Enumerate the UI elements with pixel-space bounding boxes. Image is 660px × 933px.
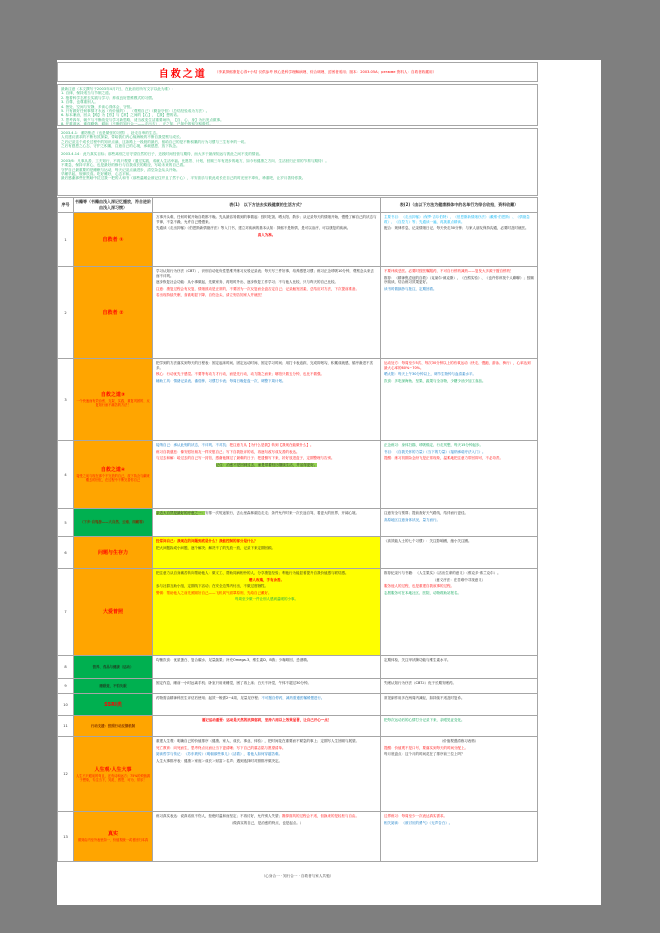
- paragraph: [156, 463, 377, 468]
- table2-cell[interactable]: [381, 267, 538, 359]
- note-line: 2. 抱着科学态度去实践与学习；养成良好思维模式的习惯。: [61, 95, 156, 100]
- page-subtitle: （李某抑郁康复心得+小结 仅供参考 核心是科学理解病理、综合调理、贫困者适用；版本：2003.05A；резюме 资料人：自救者收藏用）: [214, 69, 437, 74]
- note-line: 3. 自尊，也尊重别人。: [61, 100, 98, 105]
- table2-cell[interactable]: [381, 359, 538, 441]
- header-table1[interactable]: 表(1) 以下方法去实践健康的生活方式？: [153, 198, 381, 213]
- table2-cell[interactable]: [381, 679, 538, 694]
- text-segment: 核心：行动优先于感觉。不要等有动力才行动，而是先行动，动力随之而来；哪怕只做五分钟，也比不做强。: [156, 372, 324, 377]
- text-segment: 阅读哲学与传记：《苏东坡传》《明朝那些事儿》《活着》，看他人如何穿越苦难。: [156, 752, 282, 757]
- paragraph: [156, 814, 377, 819]
- header-books[interactable]: 书籍等（书籍由浅入深记忆播放，符合进阶由浅入深习惯）: [74, 198, 153, 213]
- text-segment: 学习认知行为疗法（CBT），识别自动化负性思维并练习反驳记录表；每天写三件好事，培养感恩习惯；练习正念呼吸10分钟，观察念头来去而不评判。: [156, 269, 374, 278]
- note-line: 之后记录这个成长过程中的知识点滴，这条路上一段段的最后，留给自己的是不断积累的行为习惯与三生有幸的一切。: [61, 139, 248, 144]
- paragraph: [384, 276, 534, 285]
- row-number-cell[interactable]: 1: [58, 213, 74, 267]
- table-row: [58, 267, 538, 359]
- table1-cell[interactable]: [153, 359, 381, 441]
- table2-cell[interactable]: [381, 213, 538, 267]
- table1-cell[interactable]: [153, 267, 381, 359]
- text-segment: 书目：《自我关怀的力量》《当下的力量》《接纳承诺疗法入门》。: [384, 449, 486, 454]
- table-row: [58, 656, 538, 679]
- paragraph: [384, 752, 534, 757]
- row-number-cell[interactable]: 3: [58, 359, 74, 441]
- row-number-cell[interactable]: 6: [58, 537, 74, 569]
- paragraph: [156, 752, 377, 757]
- note-line: 早睡早起，规律饮食。吃好睡好，心态平和。: [61, 172, 133, 176]
- text-segment: 把注意力从【为什么是我】转到【我现在能做什么】。: [229, 443, 314, 447]
- row-number-cell[interactable]: 8: [58, 656, 74, 679]
- text-segment: （做真实的自己，是治愈的终点，也是起点。）: [229, 820, 304, 825]
- table1-cell[interactable]: [153, 537, 381, 569]
- paragraph: [156, 696, 377, 701]
- row-label-cell[interactable]: [74, 716, 153, 737]
- paragraph: [156, 456, 377, 461]
- row-label-cell[interactable]: [74, 537, 153, 569]
- row-label-cell[interactable]: [74, 679, 153, 694]
- table2-cell[interactable]: [381, 569, 538, 656]
- table1-cell[interactable]: [153, 694, 381, 716]
- text-segment: 志愿服务可在本地社区、医院、动物救助站报名。: [384, 590, 461, 595]
- row-label-title: 问题与生存力: [97, 549, 128, 556]
- note-line: 5. 只有做好任何事情才永远（有价值的）、（观察自己）（勤奋守恒）（总结经验成为方法）。: [61, 108, 210, 113]
- text-segment: 不可擅自停药，减药需遵医嘱缓慢进行。: [261, 696, 325, 700]
- paragraph: [156, 681, 377, 686]
- paragraph: [384, 287, 534, 292]
- row-label-subtitle: 做到由内至外表里如一、价值观统一或者回归本真: [77, 838, 149, 842]
- text-segment: 相关阅读：《被讨厌的勇气》《无声告白》。: [384, 820, 453, 825]
- text-segment: 运动处方：每周至少5次、每次30分钟以上的有氧运动（快走、慢跑、游泳、骑行），心率达到最大心率的60%~70%。: [384, 361, 531, 370]
- text-segment: 注意：康复过程会有反复，情绪波动是正常的，不要因为一次反复而全盘否定自己；记录触发因素，总结应对方法，下次提前准备。: [156, 286, 359, 291]
- paragraph: [156, 546, 377, 551]
- text-segment: 经常问自己：我现在的问题到底是什么？我能控制的部分是什么？: [156, 539, 258, 543]
- paragraph: [384, 518, 534, 523]
- text-segment: 注意安全与预算；提前查好天气路线，结伴而行更佳。: [384, 511, 468, 515]
- text-segment: 辅助工具：情绪记录表、番茄钟、习惯打卡表；每周日晚复盘一次，调整下周计划。: [156, 378, 286, 383]
- paragraph: [156, 372, 377, 377]
- note-line: 1. 自律，保持适当与节制之道。: [61, 91, 113, 96]
- row-label-cell[interactable]: [74, 694, 153, 716]
- paragraph: [156, 578, 377, 583]
- paragraph: [156, 539, 377, 544]
- note-line: 2003/6：凡事从善、工夫知行，不再只观望（通过实践，成就人生活幸福。比愿景、计划，回顾三年有进步的地方，如今有健康之方向、生活回归正常的节奏与期待）。: [61, 158, 329, 163]
- main-table: [57, 197, 538, 862]
- table-row: [58, 441, 538, 509]
- row-number-cell[interactable]: 5: [58, 509, 74, 537]
- spreadsheet-page: [57, 60, 601, 905]
- row-label-title: 睡眠觉，不怕失眠: [99, 683, 127, 688]
- paragraph: [384, 681, 534, 686]
- text-segment: 读书时做摘抄与批注，定期回看。: [384, 286, 437, 291]
- paragraph: [156, 739, 377, 744]
- note-line: 6. 标本兼治，回头【路】为【你】与【常】之间的【心】，【我】想的话。: [61, 113, 181, 118]
- row-number-cell[interactable]: 2: [58, 267, 74, 359]
- text-segment: 药物需由精神科医生评估后使用；起效一般需2~4周，足量足疗程；: [156, 696, 262, 700]
- table2-cell[interactable]: [381, 656, 538, 679]
- paragraph: [384, 584, 534, 589]
- text-segment: 把大问题拆成小问题，逐个解决；解决不了的先放一放，记录下来定期回顾。: [156, 545, 275, 550]
- text-segment: 若出现持续失眠、食欲明显下降、自伤念头，请立刻告知家人并就医！: [156, 293, 265, 298]
- row-number-cell[interactable]: 9: [58, 679, 74, 694]
- text-segment: 每周至少做一件让别人感到温暖的小事。: [235, 597, 298, 602]
- row-label-title: 行动支援：按照行动反馈机制: [90, 723, 136, 728]
- note-line: 守护自己最重要的是睡眠与运动，每天记录点滴进步，清空杂念从头开始。: [61, 167, 180, 172]
- paragraph: [384, 739, 534, 744]
- table2-cell[interactable]: [381, 716, 538, 737]
- row-number-cell[interactable]: 10: [58, 694, 74, 716]
- paragraph: [156, 821, 377, 826]
- row-label-subtitle: 人生不只眼前的苟且，还有诗和远方；75%的烦恼源于想象，专注当下，知足、感恩、可为、常乐！: [75, 773, 151, 782]
- paragraph: [384, 379, 534, 384]
- row-label-title: 营养、食品与健康（运动）: [92, 664, 134, 669]
- text-segment: 服务他人的过程，也是重建自我叙事的过程。: [384, 584, 454, 589]
- text-segment: 重建人生观：明确自己的价值排序（健康、家人、成长、事业、体验），把时间花在重要而不紧急的事上；定期写人生回顾与展望。: [156, 739, 359, 743]
- paragraph: [156, 287, 377, 292]
- table2-cell[interactable]: [381, 737, 538, 812]
- text-segment: 常见副作用多在两周内减轻，如持续不适及时复诊。: [384, 696, 465, 700]
- table-row: [58, 569, 538, 656]
- paragraph: [384, 578, 534, 583]
- text-segment: 死亡教育：向死而生，思考终点反而让当下更清晰；写下自己的墓志铭与愿望清单。: [156, 745, 286, 750]
- text-segment: 定期体检，关注甲状腺功能与维生素水平。: [384, 658, 451, 662]
- row-label-cell[interactable]: [74, 213, 153, 267]
- row-label-title: 自救之道③: [100, 392, 126, 398]
- text-segment: 提醒：价值观不是口号，要落实到每天的时间分配上。: [384, 745, 468, 750]
- text-segment: 参与社群互助小组，定期线下活动；在安全边界内付出，不做过度牺牲。: [156, 584, 268, 589]
- paragraph: [384, 814, 534, 819]
- paragraph: [156, 379, 377, 384]
- row-label-cell[interactable]: [74, 267, 153, 359]
- text-segment: 警惕：帮助他人之前先照顾好自己——飞机氧气面罩原则，先给自己戴好。: [156, 590, 272, 595]
- text-segment: 推荐：《精神焦虑症的自救》（克莱尔·威克斯）、《白熊实验》、《也许你该找个人聊聊》；按顺序阅读，结合练习效果更好。: [384, 275, 534, 285]
- paragraph: [156, 443, 377, 448]
- paragraph: [384, 718, 534, 723]
- paragraph: [156, 233, 377, 238]
- text-segment: 人生大事排序表：健康＞家庭＞成长＞财富＞名声；遇到选择时对照排序做决定。: [156, 758, 282, 763]
- table2-cell[interactable]: [381, 812, 538, 862]
- row-label-subtitle: 接受之前与现在那个不完美的自己，放下执念与翻来覆去的回忆，在过程中不断完善你自己: [76, 474, 150, 482]
- paragraph: [384, 539, 534, 544]
- note-line: 人们建议需求的不断有效探索，带给我们内心镜海般的不断自我觉察与成长。: [61, 135, 184, 140]
- row-label-title: 大爱普照: [102, 609, 123, 615]
- note-line: 不要急，保持平常心，也是最好的修行与自我成长的路径，写给未来的自己看。: [61, 163, 187, 168]
- table-row: [58, 812, 538, 862]
- text-segment: 记住：治愈不是回到过去，而是带着经历继续生活，并活得更好。: [215, 462, 318, 467]
- table1-cell[interactable]: [153, 737, 381, 812]
- paragraph: [384, 456, 534, 461]
- paragraph: [384, 215, 534, 224]
- row-label-cell[interactable]: [74, 812, 153, 862]
- row-label-title: 自救者 ①: [102, 236, 124, 243]
- paragraph: [384, 450, 534, 455]
- text-segment: 均衡饮食：优质蛋白、复合碳水、足量蔬果；补充Omega-3、维生素D、B族；少咖啡因、忌酒精。: [156, 658, 311, 662]
- text-segment: 撕掉面具的过程会不适，但换来的是轻松与自由。: [282, 814, 359, 818]
- row-label-title: 真实: [107, 831, 118, 837]
- paragraph: [156, 280, 377, 285]
- paragraph: [156, 293, 377, 298]
- text-segment: 配合：规律作息、记录情绪日记、每天快走30分钟；与家人朋友保持沟通，必要时及时就医。: [384, 226, 529, 231]
- table-row: [58, 737, 538, 812]
- table-row: [58, 716, 538, 737]
- table1-cell[interactable]: [153, 656, 381, 679]
- table2-cell[interactable]: [381, 509, 538, 537]
- text-segment: 先通读《走出抑郁》《伯恩斯新情绪疗法》等入门书，建立对疾病的基本认知：抑郁不是矫情，是可以治疗、可以康复的疾病。: [156, 226, 351, 231]
- row-label-title: 自救之道④: [100, 467, 126, 473]
- row-number-cell[interactable]: 4: [58, 441, 74, 509]
- header-table2[interactable]: 表(2)（由以下方法为健康群体中的名单行为综合收拾，资料收藏）: [381, 198, 538, 213]
- note-line: 4. 独处、空间与安静，多读心得体会，守恒。: [61, 104, 134, 109]
- text-segment: 把注意力从自身痛苦转向帮助他人：做义工、帮助同病相怜的人、分享康复经验；利他行为能显著提升自我价值感与联结感。: [156, 571, 349, 575]
- paragraph: [384, 361, 534, 370]
- table-row: [58, 213, 538, 267]
- text-segment: 把学到的方法落实到每天的日程表：固定起床时间、固定运动时间、固定学习时间；用打卡表追踪，完成即划勾，积累成就感，循序渐进不贪多。: [156, 361, 373, 370]
- table1-cell[interactable]: [153, 213, 381, 267]
- paragraph: [156, 759, 377, 764]
- paragraph: [156, 511, 377, 516]
- paragraph: [156, 269, 377, 278]
- paragraph: [384, 696, 534, 701]
- table2-cell[interactable]: [381, 441, 538, 509]
- row-number-cell[interactable]: 7: [58, 569, 74, 656]
- row-label-cell[interactable]: [74, 509, 153, 537]
- table-body: [58, 213, 538, 862]
- paragraph: [156, 746, 377, 751]
- row-label-subtitle: 一个快速而有效治愈、支架、实践、重复巩固的、反复知行而不痛苦的方法！: [76, 399, 150, 407]
- text-segment: 真人为准。: [257, 232, 276, 237]
- text-segment: 万事开头难，任何时候开始自救都不晚。先从最容易做到的事做起：按时吃饭、晒太阳、散步；从记录每天的情绪开始，慢慢了解自己的状态与节律，不急不躁，允许自己慢慢来。: [156, 215, 377, 224]
- paragraph: [384, 658, 534, 663]
- notes-block-b: [57, 128, 538, 196]
- text-segment: 赠人玫瑰，手有余香。: [249, 577, 284, 582]
- table1-cell[interactable]: [153, 441, 381, 509]
- text-segment: 与过去和解：给过去的自己写一封信，感谢他撑过了最难的日子；把遗憾写下来，折好放进盒子，定期整理与告别。: [156, 456, 335, 461]
- row-label-title: （下乡·自驾游——大自然、云南、西藏等）: [80, 520, 146, 525]
- text-segment: 逐步恢复社会功能：从小事做起，先做家务、再短时外出、逐步恢复工作学习；不与他人比较，只与昨天的自己比较。: [156, 280, 338, 285]
- paragraph: [384, 821, 534, 826]
- text-segment: 提醒：练习初期杂念纷飞是正常现象，温柔地把注意力带回即可，不必苛责。: [384, 456, 503, 461]
- text-segment: 饮食：多吃深海鱼、坚果、蔬果与全谷物，少糖少油少加工食品。: [384, 378, 486, 383]
- paragraph: [384, 372, 534, 377]
- note-line: 7. 思考四年，朝夕与不断改变与学习新思路，适当改变生活重要场所，【自、心、身】为出发点做事。: [61, 117, 224, 122]
- row-number-cell[interactable]: 13: [58, 812, 74, 862]
- paragraph: [156, 658, 377, 663]
- text-segment: 正念练习：身体扫描、呼吸锚定、行走冥想，每天15分钟起步。: [384, 443, 483, 447]
- paragraph: [156, 450, 377, 455]
- paragraph: [156, 591, 377, 596]
- text-segment: 高原地区注意身体状况，量力而行。: [384, 517, 440, 522]
- table-row: [58, 694, 538, 716]
- text-segment: 把每次运动后的心情打分记录下来，亲眼见证变化。: [384, 718, 465, 722]
- text-segment: 晒太阳：每天上午30分钟以上，调节生物钟与血清素水平。: [384, 372, 476, 377]
- row-label-title: 人生观·人生大事: [94, 766, 132, 773]
- table-header-row: [58, 198, 538, 213]
- text-segment: 亲近大自然是最好的疗愈之一：: [156, 511, 205, 515]
- text-segment: 练习真实表达：说真话但不伤人，拒绝时温和而坚定；不再讨好，允许别人失望；: [156, 814, 282, 818]
- paragraph: [156, 361, 377, 370]
- paragraph: [384, 746, 534, 751]
- row-label-cell[interactable]: [74, 359, 153, 441]
- note-line: 8. 任重道远，难得勤勉，耕耘（不断的知行合一——走出去），正之知，已知中的留守积极性。: [61, 122, 213, 126]
- table-row: [58, 679, 538, 694]
- text-segment: 接纳自己：承认此刻的状态，不评判、不对抗；: [156, 443, 230, 447]
- footer-note: （心身合一 · 知行合一 · 自救者与家人共勉）: [261, 874, 334, 878]
- row-label-cell[interactable]: [74, 441, 153, 509]
- row-label-cell[interactable]: [74, 737, 153, 812]
- paragraph: [384, 571, 534, 576]
- table2-cell[interactable]: [381, 694, 538, 716]
- text-segment: 谨记运动重要：运动是天然的抗抑郁药，坚持六周以上效果显著，让自己开心一点！: [201, 718, 332, 722]
- table-row: [58, 509, 538, 537]
- text-segment: 主要书目：《走出抑郁》（保罗·吉尔伯特）、《伯恩斯新情绪疗法》（戴维·伯恩斯）、《情绪急救》、《自控力》等；先通读一遍，再挑重点精读。: [384, 215, 530, 224]
- notes-block-a: [57, 84, 538, 126]
- paragraph: [156, 718, 377, 723]
- table1-cell[interactable]: [153, 679, 381, 694]
- note-line: 最新注意（本文撰写于2003年4月7日，在此前后所写文字以此为准）：: [61, 87, 176, 91]
- note-line: 2003.4.14：此乃真实目标；那些离别之后守望自然的日子，近段时间经营与期待，而大多于最深知远与彼此之间不变的情谊。: [61, 151, 263, 156]
- page-title: 自救之道: [158, 68, 207, 80]
- table1-cell[interactable]: [153, 812, 381, 862]
- text-segment: 《高效能人士的七个习惯》：关注影响圈，缩小关注圈。: [384, 539, 472, 543]
- table2-cell[interactable]: [381, 537, 538, 569]
- table-row: [58, 537, 538, 569]
- row-number-cell[interactable]: 11: [58, 716, 74, 737]
- text-segment: 不要讳疾忌医。必要时按医嘱服药，不可自行停药减药——复发大多源于擅自停药！: [384, 269, 514, 273]
- table1-cell[interactable]: [153, 509, 381, 537]
- text-segment: 失眠认知行为疗法（CBT-I）优于长期安眠药。: [384, 681, 456, 685]
- note-line: 最后感谢那些在黑暗中拉过我一把的人和书（那些温暖会被记住并且了然于心），平安喜乐与彼此成长在自己的时光里不辜负，珍重吧，让岁月善待你我。: [61, 176, 306, 181]
- note-line: 2003.4.1：谨防焦虑（也是紧张的习惯），赶走自卑的生态。: [61, 131, 160, 135]
- note-line: 之后有感恩之心态，守护之积累，注意自己的心境，承载感恩、放下执念。: [61, 144, 180, 149]
- paragraph: [384, 591, 534, 596]
- table-row: [58, 359, 538, 441]
- paragraph: [156, 215, 377, 224]
- table1-cell[interactable]: [153, 716, 381, 737]
- row-label-cell[interactable]: [74, 569, 153, 656]
- text-segment: 每月底盘点：这个月的时间花在了排序前三位上吗？: [384, 752, 465, 757]
- header-num[interactable]: 序号: [58, 198, 74, 213]
- text-segment: 固定作息，睡前一小时远离手机；卧室只用来睡觉，困了再上床；白天不补觉，午休不超过30分钟。: [156, 681, 311, 685]
- paragraph: [384, 511, 534, 516]
- row-label-title: SSRI类: [104, 701, 122, 708]
- text-segment: 边界练习：每周至少一次表达真实需求。: [384, 814, 447, 818]
- text-segment: （价值观澄清练习表格）: [439, 739, 479, 743]
- paragraph: [156, 571, 377, 576]
- text-segment: （意义疗法：在苦难中寻找意义）: [432, 577, 486, 582]
- text-segment: 推荐纪录片与书籍：《人生果实》《活出生命的意义》（维克多·弗兰克尔）。: [384, 571, 501, 575]
- paragraph: [384, 269, 534, 274]
- paragraph: [156, 597, 377, 602]
- paragraph: [384, 226, 534, 231]
- row-label-cell[interactable]: [74, 656, 153, 679]
- text-segment: 练习自我慈悲：像安慰好朋友一样安慰自己；写下自我批评的话，再逐句改写成友善的表达。: [156, 449, 300, 454]
- title-bar: [57, 62, 538, 82]
- text-segment: 安排一次短途旅行，去山里森林湖边走走；条件允许时来一次长途自驾，看更大的世界，开阔心境。: [205, 511, 359, 515]
- table1-cell[interactable]: [153, 569, 381, 656]
- row-number-cell[interactable]: 12: [58, 737, 74, 812]
- row-label-title: 自救者 ②: [102, 309, 124, 316]
- paragraph: [384, 443, 534, 448]
- paragraph: [156, 226, 377, 231]
- paragraph: [156, 584, 377, 589]
